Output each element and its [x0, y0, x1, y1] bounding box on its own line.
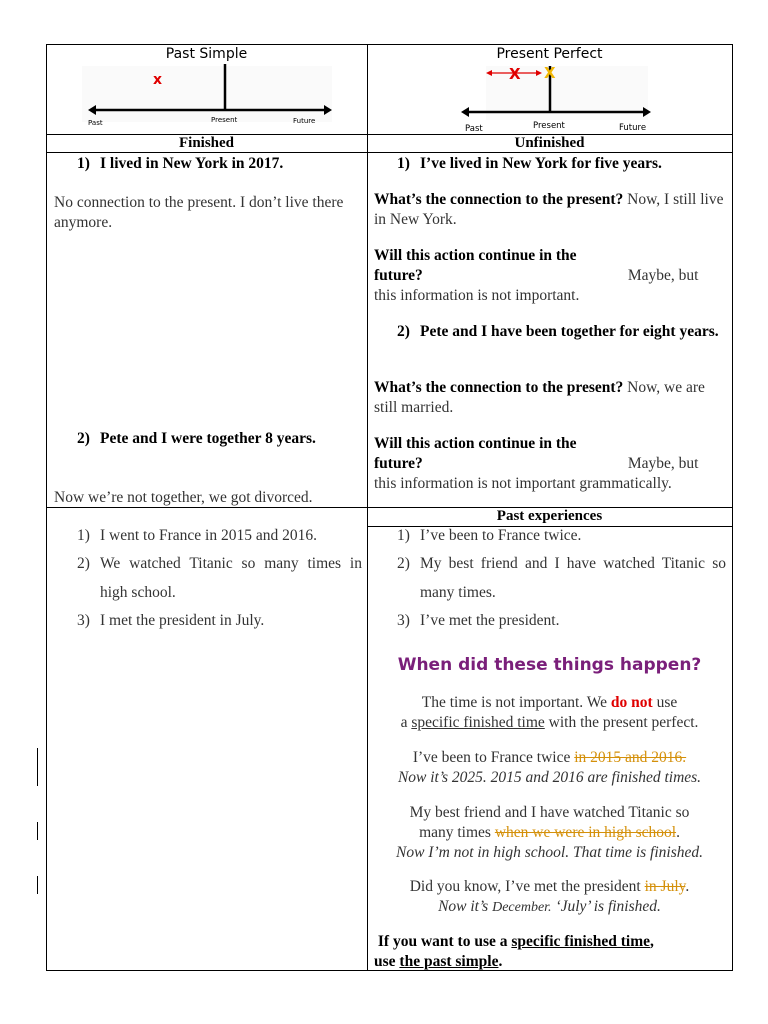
left-list-item: I went to France in 2015 and 2016. — [100, 527, 317, 544]
connection-question: What’s the connection to the present? — [374, 379, 624, 396]
right-list-number: 1) — [397, 527, 410, 544]
future-answer: Maybe, but this information is not important. — [374, 267, 699, 304]
margin-change-bar — [37, 876, 38, 894]
timeline-future-label: Future — [293, 117, 316, 125]
right-ex2-sentence: Pete and I have been together for eight years. — [420, 323, 719, 340]
border-top — [46, 44, 733, 45]
left-ex1-explanation: No connection to the present. I don’t live there anymore. — [54, 194, 344, 231]
time-not-important — [367, 693, 732, 733]
specific-finished-time-underlined: specific finished time — [511, 933, 650, 950]
timeline-x-mark-red: X — [509, 65, 521, 83]
note: ‘July’ is finished. — [555, 898, 661, 915]
struck-time: when we were in high school — [494, 824, 677, 841]
timeline-present-label: Present — [211, 116, 238, 124]
final-rule — [374, 932, 730, 972]
right-ex1-sentence: I’ve lived in New York for five years. — [420, 155, 662, 172]
president-example — [367, 877, 732, 918]
left-ex1-sentence: I lived in New York in 2017. — [100, 155, 284, 172]
struck-time: in 2015 and 2016. — [574, 749, 687, 766]
text: with the present perfect. — [548, 714, 699, 731]
past-simple-underlined: the past simple — [399, 953, 499, 970]
border-left — [46, 44, 47, 971]
left-ex2-explanation: Now we’re not together, we got divorced. — [54, 489, 313, 506]
note: December. — [492, 900, 552, 915]
specific-finished-time-underlined: specific finished time — [411, 714, 545, 731]
right-list-item: My best friend and I have watched Titanic so many times. — [420, 555, 726, 601]
present-perfect-timeline — [456, 64, 656, 134]
text: , — [649, 933, 654, 950]
right-list-item: I’ve met the president. — [420, 612, 560, 629]
left-list-number: 1) — [77, 527, 90, 544]
left-ex1-number: 1) — [77, 155, 90, 172]
header-past-experiences: Past experiences — [496, 508, 603, 524]
text: I’ve been to France twice — [412, 749, 571, 766]
do-not-emphasis: do not — [610, 694, 653, 711]
struck-time: in July — [644, 878, 686, 895]
left-list-item: We watched Titanic so many times in high school. — [100, 555, 362, 601]
timeline-present-label: Present — [533, 121, 565, 131]
border-row2 — [46, 152, 733, 153]
timeline-past-label: Past — [465, 124, 483, 134]
margin-change-bar — [37, 822, 38, 840]
right-list-number: 2) — [397, 555, 410, 572]
header-finished: Finished — [178, 135, 235, 151]
france-example — [367, 748, 732, 788]
connection-answer: Now, we are still married. — [374, 379, 705, 416]
connection-question: What’s the connection to the present? — [374, 191, 624, 208]
right-list-number: 3) — [397, 612, 410, 629]
left-list-item: I met the president in July. — [100, 612, 265, 629]
text: a — [400, 714, 408, 731]
past-simple-title: Past Simple — [165, 46, 248, 62]
right-connection-1 — [374, 190, 726, 230]
text: . — [498, 953, 503, 970]
connection-answer: Now, I still live in New York. — [374, 191, 724, 228]
right-ex1-number: 1) — [397, 155, 410, 172]
note: Now it’s 2025. 2015 and 2016 are finished times. — [397, 769, 702, 786]
timeline-past-label: Past — [88, 119, 103, 127]
left-list-number: 2) — [77, 555, 90, 572]
right-future-2 — [374, 434, 704, 494]
note: Now I’m not in high school. That time is finished. — [396, 844, 703, 861]
past-simple-timeline — [80, 64, 340, 130]
right-connection-2 — [374, 378, 726, 418]
timeline-x-mark: x — [153, 72, 163, 88]
timeline-arrow-left — [461, 107, 469, 117]
present-perfect-title: Present Perfect — [496, 46, 603, 62]
titanic-example — [367, 803, 732, 863]
left-ex2-number: 2) — [77, 430, 90, 447]
text: Did you know, I’ve met the president — [409, 878, 641, 895]
when-heading: When did these things happen? — [397, 655, 702, 675]
timeline-x-mark-yellow: X — [544, 64, 556, 82]
note: Now it’s — [438, 898, 489, 915]
text: The time is not important. We — [421, 694, 608, 711]
future-question: Will this action continue in the future? — [374, 435, 577, 472]
header-unfinished: Unfinished — [514, 135, 585, 151]
margin-change-bar — [37, 748, 38, 786]
right-list-item: I’ve been to France twice. — [420, 527, 582, 544]
right-future-1 — [374, 246, 704, 306]
text: use — [656, 694, 678, 711]
timeline-future-label: Future — [619, 123, 647, 133]
text: many times — [419, 824, 491, 841]
right-ex2-number: 2) — [397, 323, 410, 340]
text: use — [374, 953, 396, 970]
text: . — [676, 824, 680, 841]
future-answer: Maybe, but this information is not important grammatically. — [374, 455, 699, 492]
future-question: Will this action continue in the future? — [374, 247, 577, 284]
left-ex2-sentence: Pete and I were together 8 years. — [100, 430, 316, 447]
text: If you want to use a — [377, 933, 508, 950]
text: . — [685, 878, 690, 895]
text: My best friend and I have watched Titanic so — [409, 804, 690, 821]
border-right — [732, 44, 733, 971]
left-list-number: 3) — [77, 612, 90, 629]
